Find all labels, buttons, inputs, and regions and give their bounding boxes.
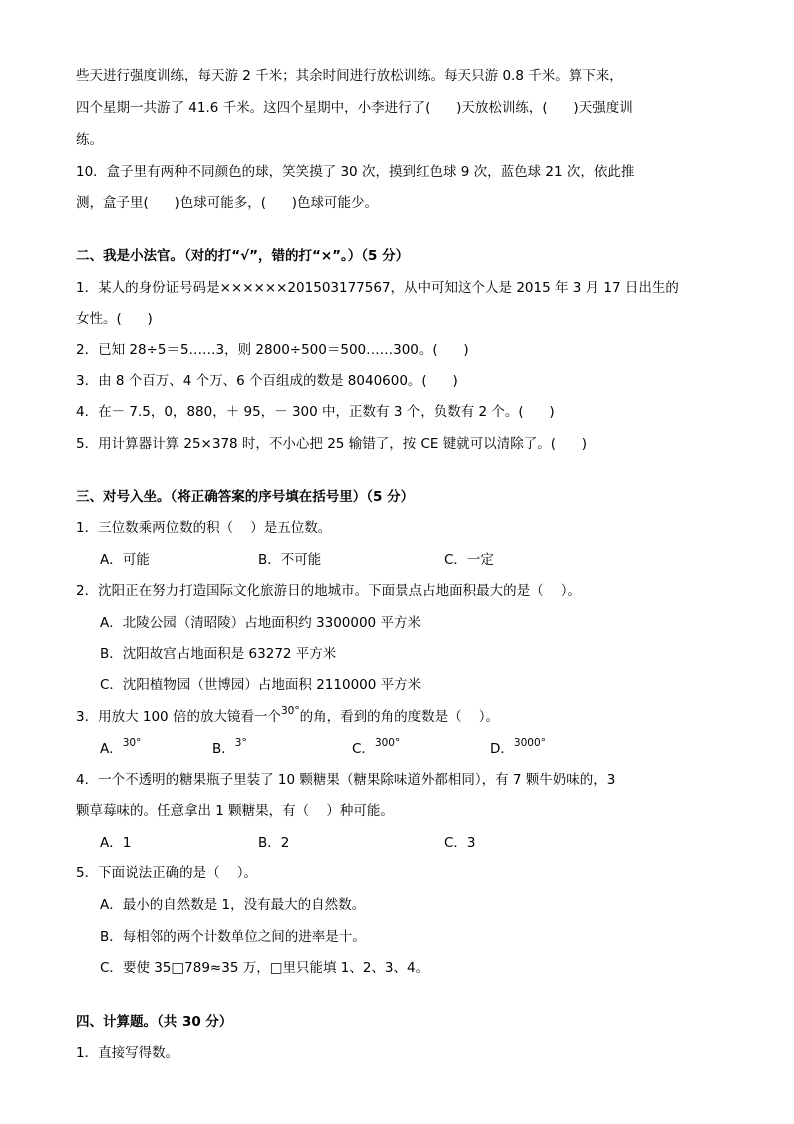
choice-q1-option-c: C．一定 [444,552,494,568]
choice-q3-option-c-value: 300° [374,737,401,749]
choice-q3-option-c [352,739,400,760]
choice-q4-line-2: 颗草莓味的。任意拿出 1 颗糖果，有（ ）种可能。 [76,803,394,819]
choice-q4-option-b: B．2 [258,835,290,851]
choice-q3-option-d [490,739,546,760]
choice-q5-option-c: C．要使 35□789≈35 万，□里只能填 1、2、3、4。 [100,960,430,976]
choice-q5-option-a: A．最小的自然数是 1，没有最大的自然数。 [100,897,366,913]
choice-q2-option-a: A．北陵公园（清昭陵）占地面积约 3300000 平方米 [100,615,421,631]
judge-q4: 4．在－ 7.5，0，880，＋ 95，－ 300 中，正数有 3 个，负数有 2 个。( ) [76,404,555,420]
choice-q1-option-a: A．可能 [100,552,150,568]
choice-q5-option-b: B．每相邻的两个计数单位之间的进率是十。 [100,929,366,945]
choice-q3-stem [76,707,499,728]
judge-q5: 5．用计算器计算 25×378 时，不小心把 25 输错了，按 CE 键就可以清除了。( ) [76,436,588,452]
intro-line-2: 四个星期一共游了 41.6 千米。这四个星期中，小李进行了( )天放松训练，( )天强度训 [76,100,633,116]
choice-q3-option-a-letter: A． [100,741,123,757]
choice-q3-stem-pre: 3．用放大 100 倍的放大镜看一个 [76,709,281,725]
choice-q2-option-b: B．沈阳故宫占地面积是 63272 平方米 [100,646,337,662]
choice-q4-option-c: C．3 [444,835,476,851]
choice-q3-option-d-letter: D． [490,741,514,757]
intro-line-1: 些天进行强度训练，每天游 2 千米；其余时间进行放松训练。每天只游 0.8 千米。算下来， [76,68,623,84]
judge-q3: 3．由 8 个百万、4 个万、6 个百组成的数是 8040600。( ) [76,373,458,389]
intro-line-3: 练。 [76,132,103,148]
section-2-heading: 二、我是小法官。（对的打“√”，错的打“×”。）（5 分） [76,248,410,264]
choice-q3-option-b-letter: B． [212,741,235,757]
choice-q3-angle: 30° [280,705,300,717]
choice-q1-stem: 1．三位数乘两位数的积（ ）是五位数。 [76,520,332,536]
choice-q1-option-b: B．不可能 [258,552,322,568]
judge-q2: 2．已知 28÷5＝5……3，则 2800÷500＝500……300。( ) [76,342,469,358]
choice-q3-option-b [212,739,247,760]
choice-q3-option-a-value: 30° [122,737,142,749]
judge-q1-line-1: 1．某人的身份证号码是××××××201503177567，从中可知这个人是 2015 年 3 月 17 日出生的 [76,280,679,296]
question-10-line-1: 10．盒子里有两种不同颜色的球，笑笑摸了 30 次，摸到红色球 9 次，蓝色球 21 次，依此推 [76,164,635,180]
judge-q1-line-2: 女性。( ) [76,311,153,327]
choice-q3-option-c-letter: C． [352,741,375,757]
section-4-heading: 四、计算题。（共 30 分） [76,1014,233,1030]
choice-q2-option-c: C．沈阳植物园（世博园）占地面积 2110000 平方米 [100,677,422,693]
choice-q3-option-b-value: 3° [234,737,247,749]
choice-q3-stem-post: 的角，看到的角的度数是（ ）。 [299,709,499,725]
choice-q2-stem: 2．沈阳正在努力打造国际文化旅游日的地城市。下面景点占地面积最大的是（ ）。 [76,583,582,599]
calc-q1: 1．直接写得数。 [76,1045,180,1061]
section-3-heading: 三、对号入坐。（将正确答案的序号填在括号里）（5 分） [76,489,415,505]
choice-q3-option-a [100,739,141,760]
choice-q5-stem: 5．下面说法正确的是（ ）。 [76,865,258,881]
choice-q3-option-d-value: 3000° [513,737,546,749]
question-10-line-2: 测，盒子里( )色球可能多，( )色球可能少。 [76,195,379,211]
choice-q4-line-1: 4．一个不透明的糖果瓶子里装了 10 颗糖果（糖果除味道外都相同），有 7 颗牛奶味的，3 [76,772,616,788]
choice-q4-option-a: A．1 [100,835,132,851]
